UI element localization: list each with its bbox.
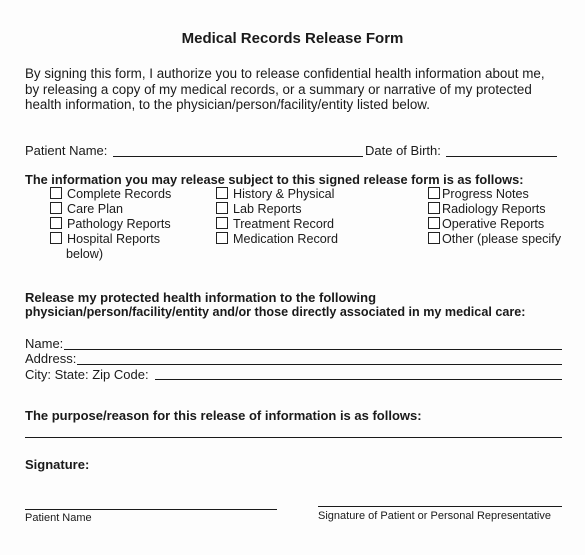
checkbox-label: Progress Notes bbox=[442, 187, 529, 201]
name-label: Name: bbox=[25, 336, 64, 351]
form-title: Medical Records Release Form bbox=[181, 30, 404, 47]
intro-paragraph bbox=[25, 66, 545, 113]
city-state-zip-label: City: State: Zip Code: bbox=[25, 367, 149, 382]
checklist-column-3 bbox=[428, 187, 561, 247]
checklist-continuation: below) bbox=[66, 247, 104, 261]
checklist-item[interactable] bbox=[50, 202, 171, 217]
checklist-item[interactable] bbox=[216, 217, 338, 232]
checklist-item[interactable] bbox=[428, 217, 561, 232]
name-field[interactable] bbox=[64, 349, 562, 350]
checkbox-label: Operative Reports bbox=[442, 217, 545, 231]
checkbox-label: Hospital Reports bbox=[67, 232, 161, 246]
address-label: Address: bbox=[25, 351, 77, 366]
dob-label: Date of Birth: bbox=[365, 143, 441, 158]
patient-name-label: Patient Name: bbox=[25, 143, 108, 158]
release-heading-line-2: physician/person/facility/entity and/or those directly associated in my medical care: bbox=[25, 305, 526, 319]
checkbox[interactable] bbox=[50, 202, 62, 214]
checklist-item[interactable] bbox=[216, 232, 338, 247]
checklist-column-1 bbox=[50, 187, 171, 262]
checkbox-label: Medication Record bbox=[233, 232, 338, 246]
checklist-item[interactable] bbox=[428, 187, 561, 202]
checkbox[interactable] bbox=[50, 232, 62, 244]
checkbox-label: Other (please specify bbox=[442, 232, 561, 246]
checklist-item[interactable] bbox=[50, 217, 171, 232]
intro-line-2: by releasing a copy of my medical records, or a summary or narrative of my protected bbox=[25, 81, 532, 97]
checkbox[interactable] bbox=[428, 202, 440, 214]
checkbox-label: Treatment Record bbox=[233, 217, 335, 231]
checkbox-label: Pathology Reports bbox=[67, 217, 171, 231]
signature-patient-name-line[interactable] bbox=[25, 509, 277, 510]
checklist-item[interactable] bbox=[216, 202, 338, 217]
info-heading: The information you may release subject to this signed release form is as follows: bbox=[25, 172, 524, 187]
checkbox[interactable] bbox=[216, 232, 228, 244]
checkbox-label: Radiology Reports bbox=[442, 202, 546, 216]
patient-name-field[interactable] bbox=[113, 156, 363, 157]
checkbox[interactable] bbox=[216, 217, 228, 229]
checkbox[interactable] bbox=[216, 187, 228, 199]
checklist-item[interactable] bbox=[50, 232, 171, 247]
checkbox-label: Complete Records bbox=[67, 187, 172, 201]
checkbox-label: History & Physical bbox=[233, 187, 335, 201]
intro-line-1: By signing this form, I authorize you to release confidential health information about me, bbox=[25, 66, 545, 81]
checkbox-label: Lab Reports bbox=[233, 202, 302, 216]
checklist-item[interactable] bbox=[50, 187, 171, 202]
checklist-item[interactable] bbox=[216, 187, 338, 202]
checklist-column-2 bbox=[216, 187, 338, 247]
intro-line-3: health information, to the physician/person/facility/entity listed below. bbox=[25, 97, 430, 112]
address-field[interactable] bbox=[77, 364, 562, 365]
signature-patient-name-caption: Patient Name bbox=[25, 512, 92, 524]
purpose-field[interactable] bbox=[25, 437, 562, 438]
signature-line[interactable] bbox=[318, 506, 562, 507]
checkbox[interactable] bbox=[216, 202, 228, 214]
checkbox-label: Care Plan bbox=[67, 202, 124, 216]
city-state-zip-field[interactable] bbox=[155, 379, 562, 380]
checklist-item[interactable] bbox=[428, 232, 561, 247]
checkbox[interactable] bbox=[50, 187, 62, 199]
purpose-label: The purpose/reason for this release of information is as follows: bbox=[25, 408, 422, 423]
signature-label: Signature: bbox=[25, 457, 90, 472]
signature-caption: Signature of Patient or Personal Representative bbox=[318, 510, 551, 522]
release-heading-line-1: Release my protected health information to the following bbox=[25, 290, 377, 305]
checkbox[interactable] bbox=[428, 232, 440, 244]
checkbox[interactable] bbox=[50, 217, 62, 229]
checklist-item[interactable] bbox=[428, 202, 561, 217]
checkbox[interactable] bbox=[428, 187, 440, 199]
dob-field[interactable] bbox=[446, 156, 557, 157]
checkbox[interactable] bbox=[428, 217, 440, 229]
